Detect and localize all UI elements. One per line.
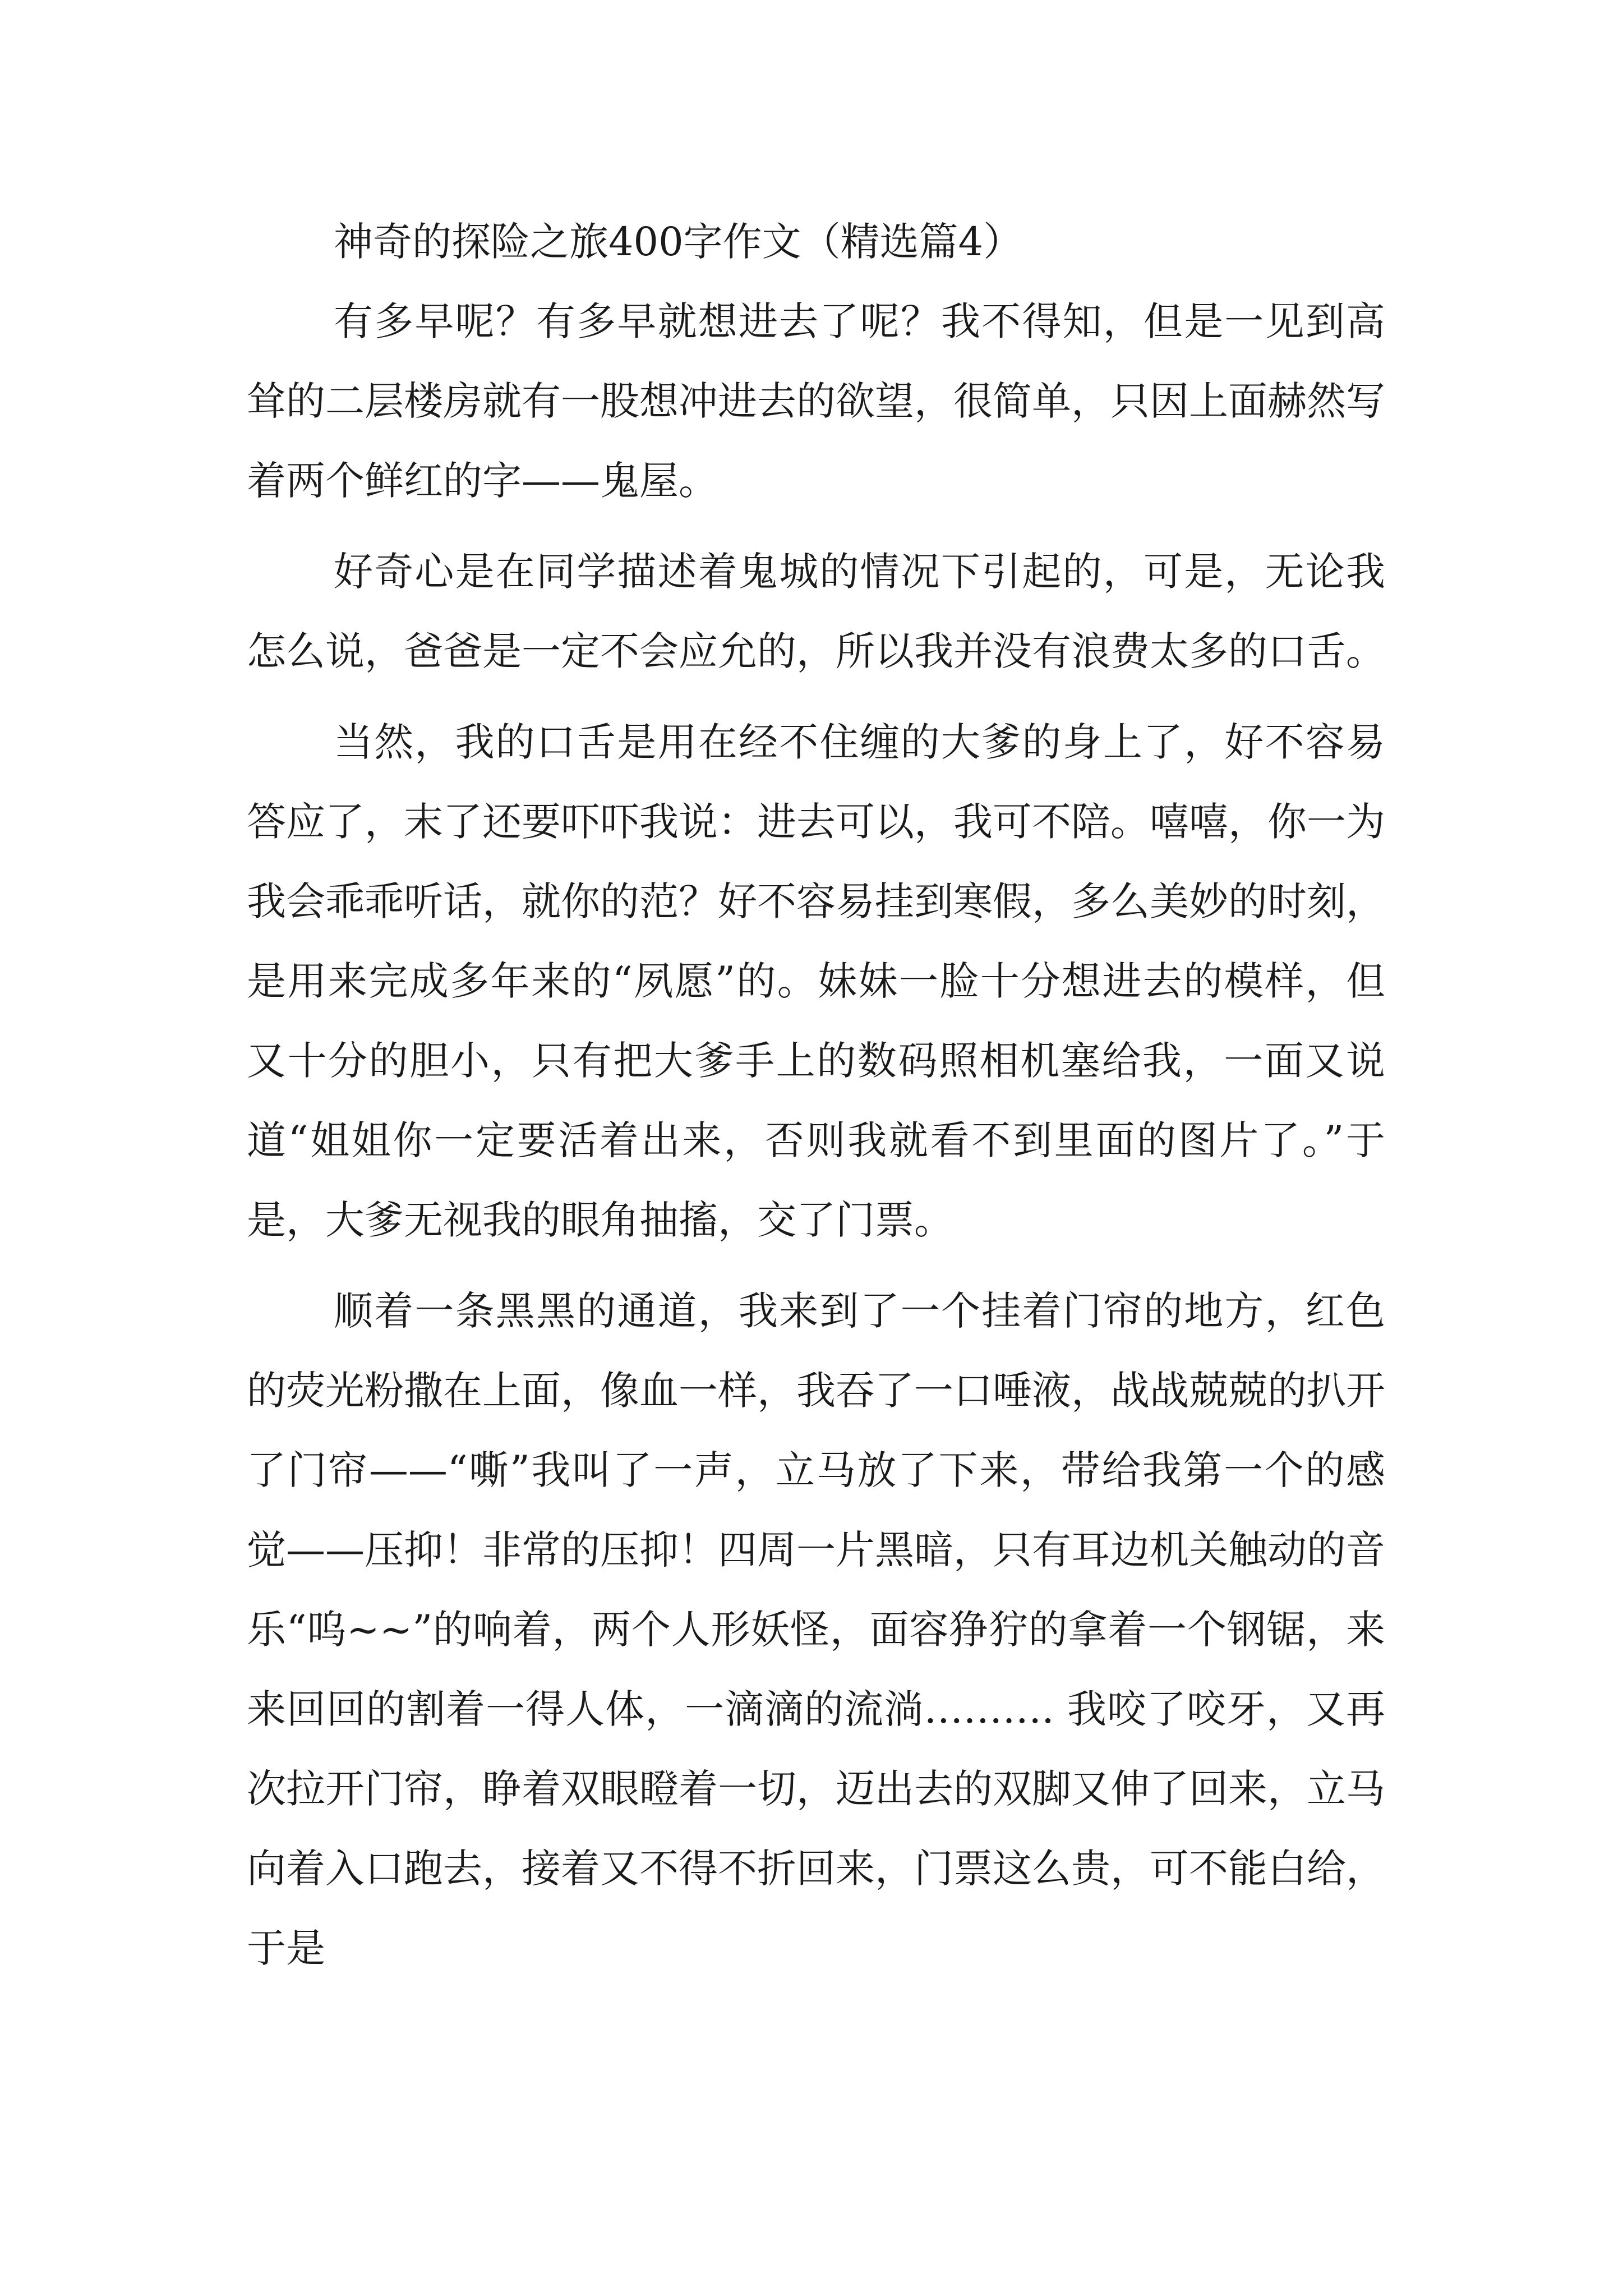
document-body [247, 202, 1385, 1988]
paragraph-1: 有多早呢？有多早就想进去了呢？我不得知，但是一见到高耸的二层楼房就有一股想冲进去的欲望，很简单，只因上面赫然写着两个鲜红的字——鬼屋。 [247, 298, 1385, 504]
essay-title: 神奇的探险之旅400字作文（精选篇4） [334, 219, 1023, 265]
paragraph-2: 好奇心是在同学描述着鬼城的情况下引起的，可是，无论我怎么说，爸爸是一定不会应允的，所以我并没有浪费太多的口舌。 [247, 549, 1385, 674]
paragraph-3: 当然，我的口舌是用在经不住缠的大爹的身上了，好不容易答应了，末了还要吓吓我说：进去可以，我可不陪。嘻嘻，你一为我会乖乖听话，就你的范？好不容易挂到寒假，多么美妙的时刻，是用来完成多年来的“夙愿”的。妹妹一脸十分想进去的模样，但又十分的胆小，只有把大爹手上的数码照相机塞给我，一面又说道“姐姐你一定要活着出来，否则我就看不到里面的图片了。”于是，大爹无视我的眼角抽搐，交了门票。 [247, 719, 1385, 1243]
paragraph-4: 顺着一条黑黑的通道，我来到了一个挂着门帘的地方，红色的荧光粉撒在上面，像血一样，我吞了一口唾液，战战兢兢的扒开了门帘——“嘶”我叫了一声，立马放了下来，带给我第一个的感觉——压抑！非常的压抑！四周一片黑暗，只有耳边机关触动的音乐“呜~~”的响着，两个人形妖怪，面容狰狞的拿着一个钢锯，来来回回的割着一得人体，一滴滴的流淌………. 我咬了咬牙，又再次拉开门帘，睁着双眼瞪着一切，迈出去的双脚又伸了回来，立马向着入口跑去，接着又不得不折回来，门票这么贵，可不能白给，于是 [247, 1288, 1385, 1971]
